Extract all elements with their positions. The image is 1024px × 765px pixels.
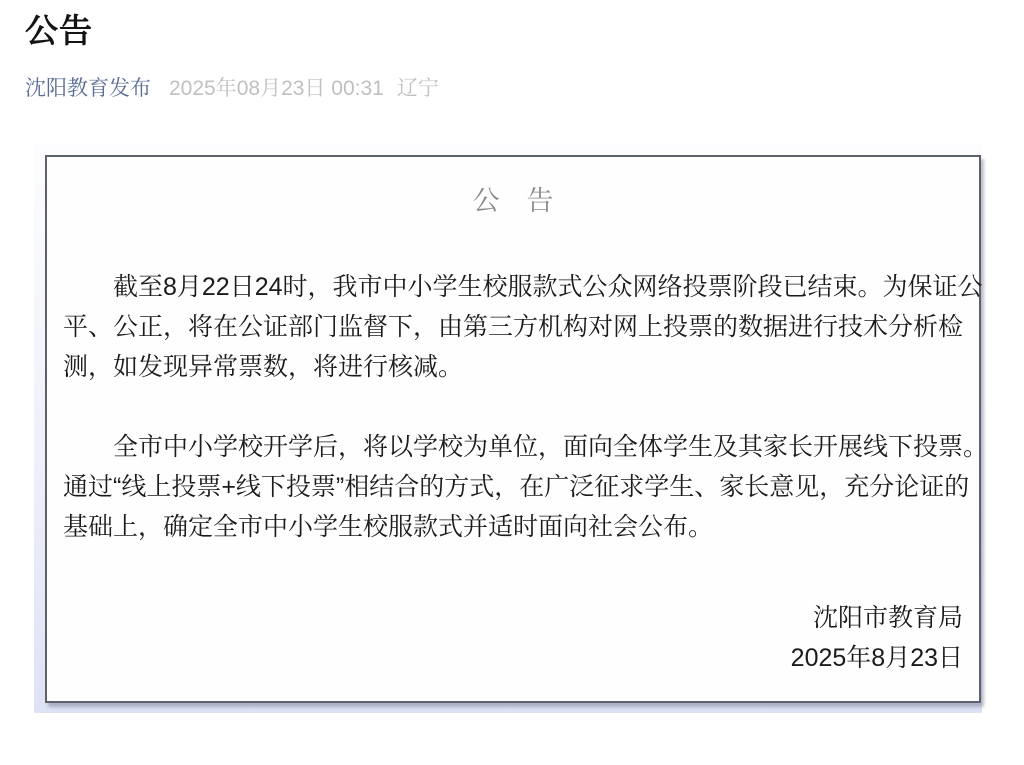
notice-paragraph <box>63 427 989 547</box>
notice-line: 截至8月22日24时，我市中小学生校服款式公众网络投票阶段已结束。为保证公 <box>113 273 983 301</box>
notice-body <box>63 267 989 547</box>
notice-line: 全市中小学校开学后，将以学校为单位，面向全体学生及其家长开展线下投票。 <box>113 433 989 461</box>
notice-title: 公 告 <box>472 186 554 216</box>
announcement-image[interactable] <box>34 143 989 713</box>
notice-line: 基础上，确定全市中小学生校服款式并适时面向社会公布。 <box>63 513 714 541</box>
signature-name: 沈阳市教育局 <box>812 604 963 632</box>
publish-datetime: 2025年08月23日 00:31 <box>169 77 384 100</box>
notice-line: 测，如发现异常票数，将进行核减。 <box>63 353 464 381</box>
notice-line: 通过“线上投票+线下投票”相结合的方式，在广泛征求学生、家长意见，充分论证的 <box>63 473 970 501</box>
signature-block <box>63 598 963 678</box>
page-title: 公告 <box>25 12 93 49</box>
notice-line: 平、公正，将在公证部门监督下，由第三方机构对网上投票的数据进行技术分析检 <box>63 313 964 341</box>
byline <box>25 76 439 102</box>
account-name-link[interactable]: 沈阳教育发布 <box>25 77 151 100</box>
notice-box <box>45 155 989 703</box>
notice-paragraph <box>63 267 983 387</box>
publish-location: 辽宁 <box>396 77 439 100</box>
signature-date: 2025年8月23日 <box>790 644 963 672</box>
